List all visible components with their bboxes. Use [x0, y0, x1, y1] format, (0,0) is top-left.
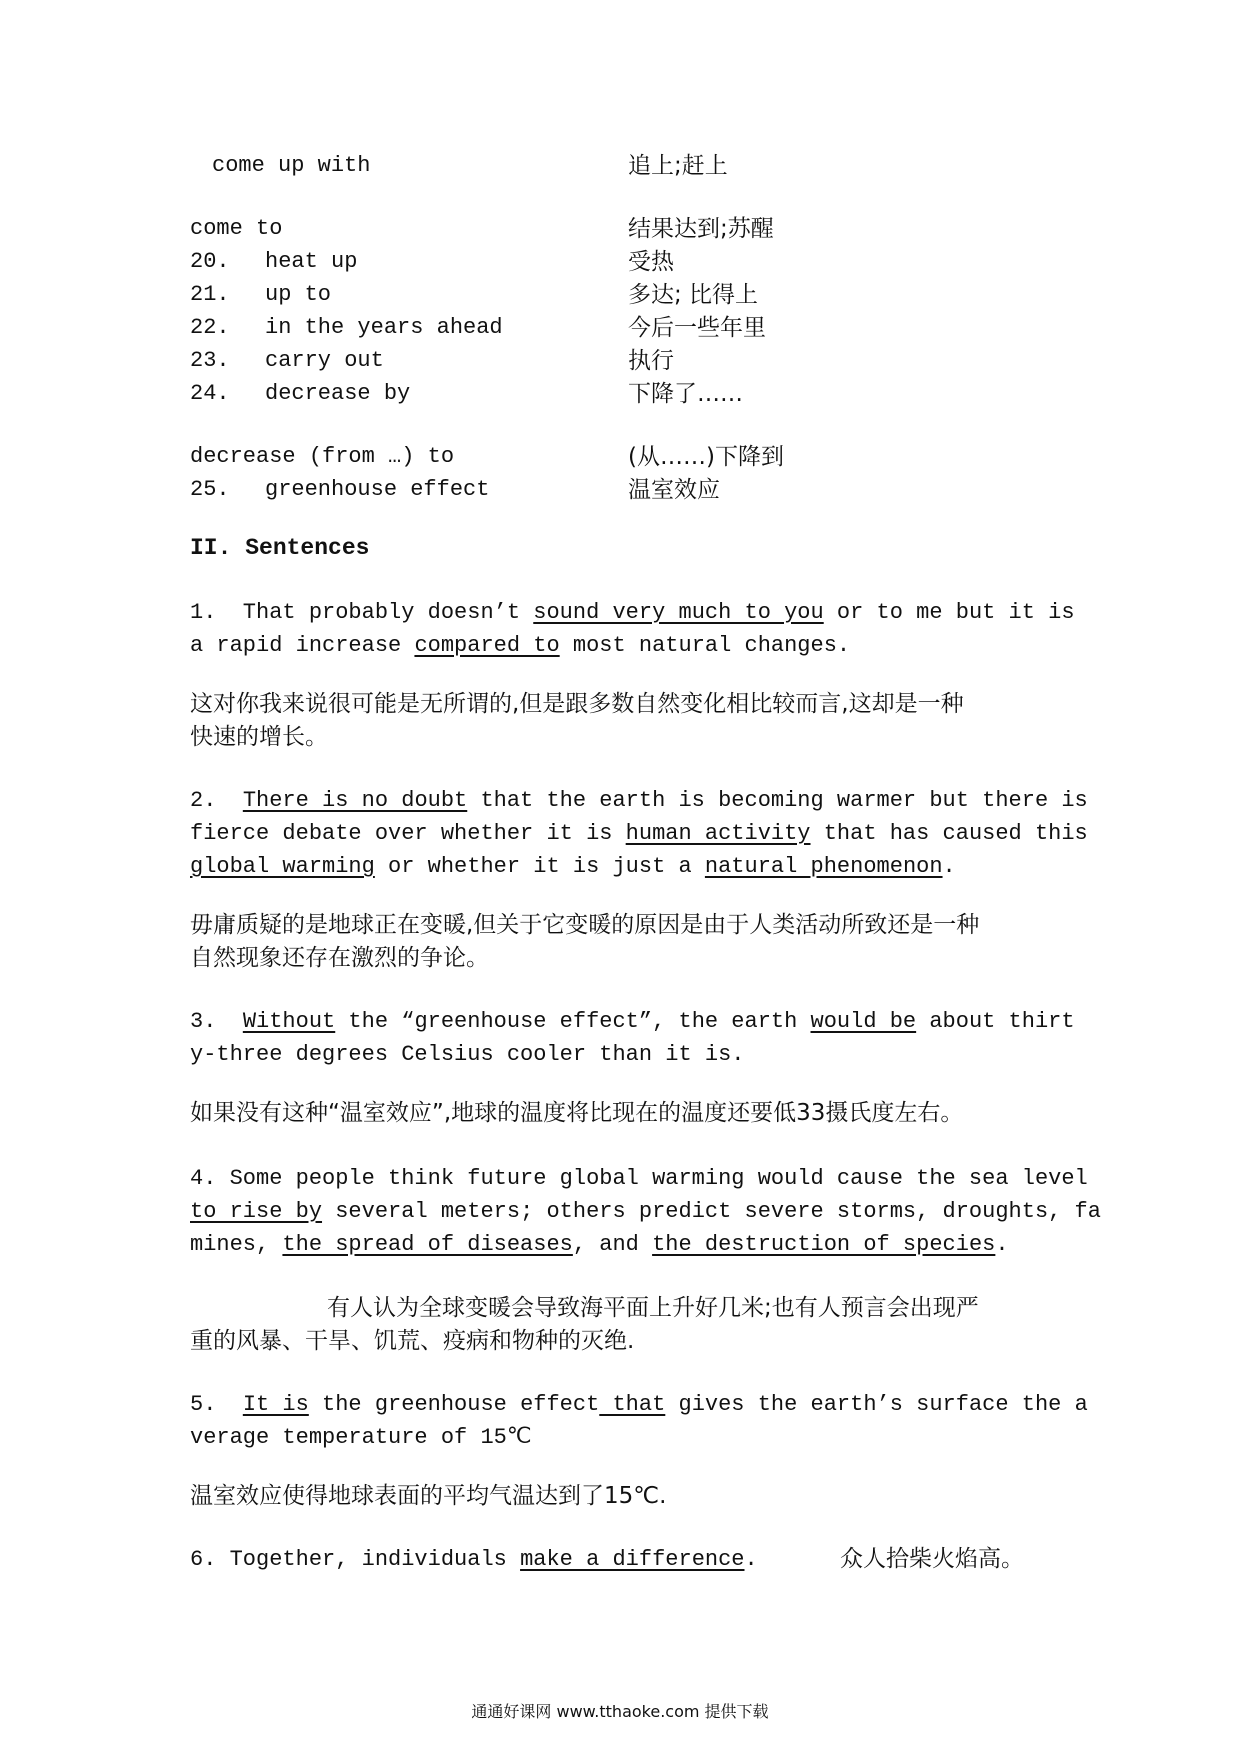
phrase-en: decrease by [265, 381, 411, 406]
phrase-zh: (从……)下降到 [628, 444, 784, 470]
phrase-num: 22. [190, 315, 230, 340]
phrase-zh: 多达; 比得上 [628, 282, 759, 308]
phrase-num: 25. [190, 477, 230, 502]
phrase-zh: 结果达到;苏醒 [628, 216, 774, 242]
sentence-3-zh: 如果没有这种“温室效应”,地球的温度将比现在的温度还要低33摄氏度左右。 [190, 1100, 964, 1126]
sentence-6-en: 6. Together, individuals make a difference. [190, 1547, 758, 1572]
underlined-phrase: natural phenomenon [704, 854, 943, 879]
sentence-4-en: 4. Some people think future global warming would cause the sea level to rise by several meters; others predict severe storms, droughts, fa mines, the spread of diseases, and the destruction of species. [190, 1166, 1101, 1257]
underlined-phrase: the destruction of species [652, 1232, 996, 1257]
sentence-3-en: 3. Without the “greenhouse effect”, the earth would be about thirt y-three degrees Celsius cooler than it is. [190, 1009, 1075, 1067]
phrase-num: 24. [190, 381, 230, 406]
phrase-zh: 追上;赶上 [628, 153, 728, 179]
underlined-phrase: the spread of diseases [282, 1232, 573, 1257]
phrase-num: 23. [190, 348, 230, 373]
sentence-1-en: 1. That probably doesn’t sound very much to you or to me but it is a rapid increase compared to most natural changes. [190, 600, 1075, 658]
phrase-en: up to [265, 282, 332, 307]
phrase-en: carry out [265, 348, 384, 373]
phrase-en: decrease (from …) to [190, 444, 455, 469]
page-footer: 通通好课网 www.tthaoke.com 提供下载 [471, 1702, 769, 1721]
phrase-num: 21. [190, 282, 230, 307]
phrase-zh: 受热 [628, 249, 674, 275]
phrase-en: in the years ahead [265, 315, 503, 340]
underlined-phrase: compared to [414, 633, 560, 658]
sentence-4-zh: 有人认为全球变暖会导致海平面上升好几米;也有人预言会出现严 重的风暴、干旱、饥荒、疫病和物种的灭绝. [190, 1295, 979, 1354]
underlined-phrase: sound very much to you [533, 600, 824, 625]
underlined-phrase: human activity [625, 821, 811, 846]
sentence-2-zh: 毋庸质疑的是地球正在变暖,但关于它变暖的原因是由于人类活动所致还是一种 自然现象还存在激烈的争论。 [190, 912, 980, 971]
underlined-phrase: make a difference [520, 1547, 745, 1572]
phrase-en: heat up [265, 249, 358, 274]
phrase-zh: 温室效应 [628, 477, 720, 503]
phrase-num: 20. [190, 249, 230, 274]
sentence-5-zh: 温室效应使得地球表面的平均气温达到了15℃. [190, 1483, 667, 1509]
phrase-zh: 下降了…… [628, 381, 743, 407]
section-heading: II. Sentences [190, 535, 370, 561]
sentence-5-en: 5. It is the greenhouse effect that gives the earth’s surface the a verage temperature of 15℃ [190, 1392, 1088, 1450]
underlined-phrase: Without [242, 1009, 336, 1034]
phrase-en: greenhouse effect [265, 477, 490, 502]
phrase-zh: 今后一些年里 [628, 315, 766, 341]
phrase-en: come to [190, 216, 283, 241]
underlined-phrase: would be [810, 1009, 917, 1034]
underlined-phrase: There is no doubt [242, 788, 468, 813]
sentence-6-zh: 众人拾柴火焰高。 [840, 1546, 1024, 1572]
underlined-phrase: that [599, 1392, 666, 1417]
phrase-en: come up with [212, 153, 371, 178]
underlined-phrase: It is [242, 1392, 309, 1417]
sentence-2-en: 2. There is no doubt that the earth is becoming warmer but there is fierce debate over whether it is human activity that has caused this global warming or whether it is just a natural phenomenon. [190, 788, 1088, 879]
underlined-phrase: to rise by [190, 1199, 323, 1224]
sentence-1-zh: 这对你我来说很可能是无所谓的,但是跟多数自然变化相比较而言,这却是一种 快速的增长。 [190, 691, 964, 750]
underlined-phrase: global warming [190, 854, 375, 879]
phrase-zh: 执行 [628, 348, 674, 374]
